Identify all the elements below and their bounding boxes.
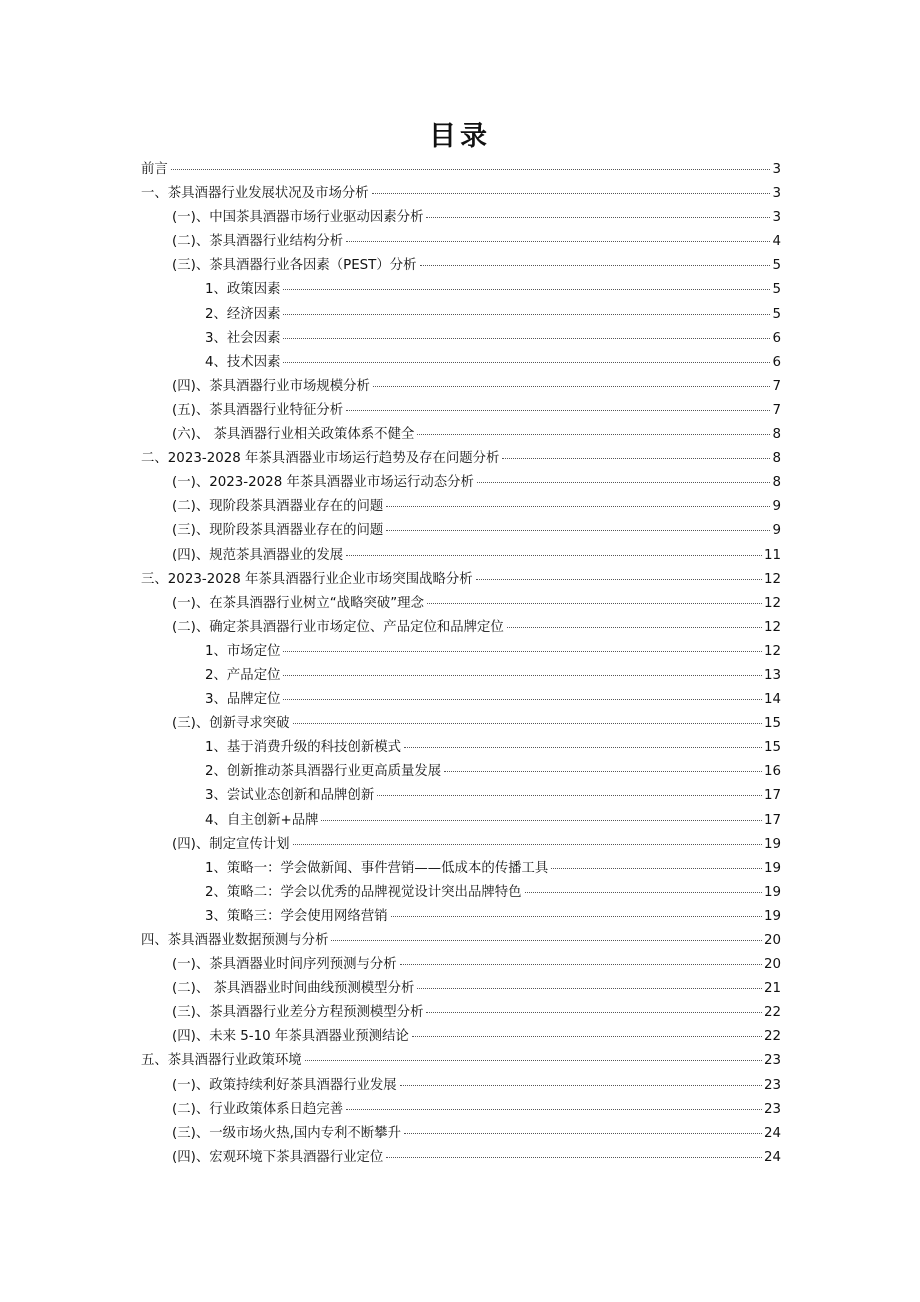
toc-entry-page-number: 8 bbox=[772, 475, 781, 491]
toc-leader-dots bbox=[444, 771, 762, 772]
toc-entry-text: (二)、确定茶具酒器行业市场定位、产品定位和品牌定位 bbox=[172, 619, 504, 635]
toc-leader-dots bbox=[551, 868, 762, 869]
toc-entry-page-number: 6 bbox=[772, 330, 781, 346]
toc-leader-dots bbox=[346, 241, 770, 242]
toc-leader-dots bbox=[404, 747, 762, 748]
toc-entry-text: 三、2023-2028 年茶具酒器行业企业市场突围战略分析 bbox=[141, 571, 473, 587]
toc-leader-dots bbox=[346, 555, 762, 556]
toc-entry-text: 1、政策因素 bbox=[205, 282, 281, 298]
toc-entry-text: (三)、现阶段茶具酒器业存在的问题 bbox=[172, 523, 384, 539]
toc-entry-page-number: 7 bbox=[772, 402, 781, 418]
toc-leader-dots bbox=[426, 1012, 761, 1013]
toc-entry-page-number: 15 bbox=[763, 740, 781, 756]
toc-entry-text: (一)、在茶具酒器行业树立“战略突破”理念 bbox=[172, 595, 424, 611]
toc-entry-page-number: 24 bbox=[763, 1149, 781, 1165]
toc-leader-dots bbox=[346, 1109, 762, 1110]
toc-entry[interactable] bbox=[141, 568, 781, 592]
toc-entry[interactable] bbox=[141, 1025, 781, 1049]
toc-leader-dots bbox=[305, 1060, 762, 1061]
toc-entry-page-number: 9 bbox=[772, 523, 781, 539]
toc-entry-page-number: 6 bbox=[772, 354, 781, 370]
toc-entry-page-number: 3 bbox=[772, 210, 781, 226]
toc-leader-dots bbox=[283, 289, 770, 290]
toc-leader-dots bbox=[476, 579, 762, 580]
toc-entry[interactable] bbox=[141, 254, 781, 278]
toc-entry-text: 2、产品定位 bbox=[205, 667, 281, 683]
toc-leader-dots bbox=[386, 506, 770, 507]
toc-leader-dots bbox=[400, 964, 762, 965]
toc-entry-page-number: 9 bbox=[772, 499, 781, 515]
toc-entry-page-number: 5 bbox=[772, 258, 781, 274]
toc-entry-page-number: 3 bbox=[772, 162, 781, 177]
toc-entry-text: (三)、一级市场火热,国内专利不断攀升 bbox=[172, 1125, 401, 1141]
toc-entry-text: 1、基于消费升级的科技创新模式 bbox=[205, 740, 401, 756]
toc-entry-text: (二)、 茶具酒器业时间曲线预测模型分析 bbox=[172, 981, 415, 997]
toc-entry-page-number: 13 bbox=[763, 667, 781, 683]
toc-entry-text: 1、策略一：学会做新闻、事件营销——低成本的传播工具 bbox=[205, 860, 549, 876]
toc-leader-dots bbox=[321, 820, 761, 821]
toc-entry-text: (四)、制定宣传计划 bbox=[172, 836, 290, 852]
toc-leader-dots bbox=[373, 386, 771, 387]
toc-entry-page-number: 17 bbox=[763, 812, 781, 828]
toc-entry[interactable] bbox=[141, 495, 781, 519]
toc-entry[interactable] bbox=[141, 1074, 781, 1098]
toc-leader-dots bbox=[404, 1133, 762, 1134]
toc-leader-dots bbox=[502, 458, 770, 459]
toc-list bbox=[141, 158, 781, 1170]
toc-entry-text: (二)、行业政策体系日趋完善 bbox=[172, 1101, 344, 1117]
toc-entry-text: 4、技术因素 bbox=[205, 354, 281, 370]
toc-entry-text: (三)、创新寻求突破 bbox=[172, 716, 290, 732]
toc-entry-text: (一)、中国茶具酒器市场行业驱动因素分析 bbox=[172, 210, 424, 226]
toc-entry-text: 2、策略二：学会以优秀的品牌视觉设计突出品牌特色 bbox=[205, 884, 522, 900]
toc-entry-page-number: 23 bbox=[763, 1053, 781, 1069]
toc-entry-text: 1、市场定位 bbox=[205, 643, 281, 659]
toc-entry-text: 前言 bbox=[141, 162, 168, 177]
toc-entry-page-number: 23 bbox=[763, 1101, 781, 1117]
toc-entry[interactable] bbox=[141, 688, 781, 712]
toc-entry-page-number: 5 bbox=[772, 306, 781, 322]
toc-entry-text: (三)、茶具酒器行业差分方程预测模型分析 bbox=[172, 1005, 424, 1021]
toc-leader-dots bbox=[426, 217, 770, 218]
toc-entry-text: (二)、现阶段茶具酒器业存在的问题 bbox=[172, 499, 384, 515]
toc-entry-page-number: 19 bbox=[763, 884, 781, 900]
toc-entry[interactable] bbox=[141, 206, 781, 230]
toc-leader-dots bbox=[346, 410, 770, 411]
toc-entry-text: 3、策略三：学会使用网络营销 bbox=[205, 908, 388, 924]
toc-entry-page-number: 20 bbox=[763, 957, 781, 973]
toc-entry-text: (一)、茶具酒器业时间序列预测与分析 bbox=[172, 957, 397, 973]
toc-entry-page-number: 19 bbox=[763, 908, 781, 924]
toc-leader-dots bbox=[283, 675, 761, 676]
toc-entry[interactable] bbox=[141, 278, 781, 302]
toc-entry[interactable] bbox=[141, 857, 781, 881]
toc-entry-text: 一、茶具酒器行业发展状况及市场分析 bbox=[141, 186, 369, 202]
toc-entry-page-number: 17 bbox=[763, 788, 781, 804]
toc-entry-page-number: 16 bbox=[763, 764, 781, 780]
toc-entry-page-number: 3 bbox=[772, 186, 781, 202]
toc-entry-page-number: 12 bbox=[763, 619, 781, 635]
toc-entry[interactable] bbox=[141, 592, 781, 616]
toc-entry[interactable] bbox=[141, 977, 781, 1001]
toc-entry-text: (六)、 茶具酒器行业相关政策体系不健全 bbox=[172, 427, 415, 443]
toc-entry[interactable] bbox=[141, 640, 781, 664]
toc-entry[interactable] bbox=[141, 519, 781, 543]
toc-leader-dots bbox=[283, 651, 761, 652]
toc-leader-dots bbox=[293, 844, 762, 845]
toc-entry-page-number: 22 bbox=[763, 1005, 781, 1021]
toc-entry[interactable] bbox=[141, 736, 781, 760]
toc-entry[interactable] bbox=[141, 303, 781, 327]
toc-entry-page-number: 19 bbox=[763, 836, 781, 852]
toc-entry-text: (四)、规范茶具酒器业的发展 bbox=[172, 547, 344, 563]
toc-leader-dots bbox=[417, 434, 770, 435]
toc-entry-page-number: 11 bbox=[763, 547, 781, 563]
toc-entry-text: 3、品牌定位 bbox=[205, 692, 281, 708]
toc-entry-page-number: 4 bbox=[772, 234, 781, 250]
toc-entry[interactable] bbox=[141, 1146, 781, 1170]
toc-entry[interactable] bbox=[141, 230, 781, 254]
toc-leader-dots bbox=[525, 892, 762, 893]
toc-entry[interactable] bbox=[141, 471, 781, 495]
toc-entry-page-number: 8 bbox=[772, 427, 781, 443]
toc-entry-page-number: 8 bbox=[772, 451, 781, 467]
toc-entry-page-number: 5 bbox=[772, 282, 781, 298]
toc-leader-dots bbox=[283, 314, 770, 315]
toc-leader-dots bbox=[400, 1085, 762, 1086]
toc-entry-text: 五、茶具酒器行业政策环境 bbox=[141, 1053, 302, 1069]
toc-entry[interactable] bbox=[141, 158, 781, 182]
toc-leader-dots bbox=[377, 795, 762, 796]
toc-entry-text: (一)、2023-2028 年茶具酒器业市场运行动态分析 bbox=[172, 475, 474, 491]
toc-entry[interactable] bbox=[141, 447, 781, 471]
toc-entry-page-number: 14 bbox=[763, 692, 781, 708]
toc-leader-dots bbox=[372, 193, 771, 194]
toc-entry[interactable] bbox=[141, 760, 781, 784]
toc-leader-dots bbox=[283, 699, 761, 700]
toc-entry-text: 4、自主创新+品牌 bbox=[205, 812, 319, 828]
toc-entry-page-number: 24 bbox=[763, 1125, 781, 1141]
toc-entry[interactable] bbox=[141, 712, 781, 736]
toc-leader-dots bbox=[386, 530, 770, 531]
toc-leader-dots bbox=[417, 988, 762, 989]
toc-entry[interactable] bbox=[141, 375, 781, 399]
toc-title: 目录 bbox=[429, 121, 491, 152]
toc-entry-text: (四)、未来 5-10 年茶具酒器业预测结论 bbox=[172, 1029, 409, 1045]
toc-entry-page-number: 15 bbox=[763, 716, 781, 732]
toc-leader-dots bbox=[412, 1036, 762, 1037]
toc-entry-text: 二、2023-2028 年茶具酒器业市场运行趋势及存在问题分析 bbox=[141, 451, 500, 467]
toc-entry[interactable] bbox=[141, 664, 781, 688]
toc-leader-dots bbox=[427, 603, 762, 604]
toc-entry[interactable] bbox=[141, 929, 781, 953]
toc-leader-dots bbox=[386, 1157, 762, 1158]
toc-entry-text: 3、社会因素 bbox=[205, 330, 281, 346]
toc-entry[interactable] bbox=[141, 1049, 781, 1073]
toc-entry-page-number: 22 bbox=[763, 1029, 781, 1045]
toc-entry-page-number: 20 bbox=[763, 933, 781, 948]
toc-leader-dots bbox=[283, 362, 770, 363]
toc-entry[interactable] bbox=[141, 809, 781, 833]
toc-entry-page-number: 12 bbox=[763, 643, 781, 659]
toc-entry-text: 2、经济因素 bbox=[205, 306, 281, 322]
toc-entry[interactable] bbox=[141, 616, 781, 640]
toc-entry[interactable] bbox=[141, 881, 781, 905]
toc-entry-text: (二)、茶具酒器行业结构分析 bbox=[172, 234, 344, 250]
toc-leader-dots bbox=[331, 940, 761, 941]
toc-entry-text: 2、创新推动茶具酒器行业更高质量发展 bbox=[205, 764, 442, 780]
toc-entry[interactable] bbox=[141, 784, 781, 808]
toc-entry-page-number: 7 bbox=[772, 378, 781, 394]
toc-entry-text: (五)、茶具酒器行业特征分析 bbox=[172, 402, 344, 418]
toc-entry[interactable] bbox=[141, 327, 781, 351]
toc-entry[interactable] bbox=[141, 1122, 781, 1146]
toc-entry[interactable] bbox=[141, 833, 781, 857]
toc-leader-dots bbox=[477, 482, 771, 483]
toc-entry-page-number: 21 bbox=[763, 981, 781, 997]
toc-entry-text: (三)、茶具酒器行业各因素（PEST）分析 bbox=[172, 258, 417, 274]
toc-entry-text: 四、茶具酒器业数据预测与分析 bbox=[141, 933, 329, 948]
toc-entry-page-number: 23 bbox=[763, 1077, 781, 1093]
toc-leader-dots bbox=[391, 916, 762, 917]
toc-leader-dots bbox=[171, 169, 771, 170]
toc-entry-text: (四)、宏观环境下茶具酒器行业定位 bbox=[172, 1149, 384, 1165]
toc-entry[interactable] bbox=[141, 1098, 781, 1122]
toc-entry[interactable] bbox=[141, 351, 781, 375]
toc-entry-page-number: 19 bbox=[763, 860, 781, 876]
toc-entry-text: (一)、政策持续利好茶具酒器行业发展 bbox=[172, 1077, 397, 1093]
toc-leader-dots bbox=[507, 627, 762, 628]
toc-entry-text: (四)、茶具酒器行业市场规模分析 bbox=[172, 378, 370, 394]
toc-entry-text: 3、尝试业态创新和品牌创新 bbox=[205, 788, 375, 804]
toc-leader-dots bbox=[420, 265, 771, 266]
toc-entry[interactable] bbox=[141, 953, 781, 977]
toc-entry[interactable] bbox=[141, 399, 781, 423]
toc-leader-dots bbox=[293, 723, 762, 724]
toc-entry[interactable] bbox=[141, 544, 781, 568]
toc-entry-page-number: 12 bbox=[763, 595, 781, 611]
toc-entry-page-number: 12 bbox=[763, 571, 781, 587]
toc-entry[interactable] bbox=[141, 182, 781, 206]
toc-entry[interactable] bbox=[141, 1001, 781, 1025]
toc-entry[interactable] bbox=[141, 905, 781, 929]
toc-leader-dots bbox=[283, 338, 770, 339]
toc-entry[interactable] bbox=[141, 423, 781, 447]
